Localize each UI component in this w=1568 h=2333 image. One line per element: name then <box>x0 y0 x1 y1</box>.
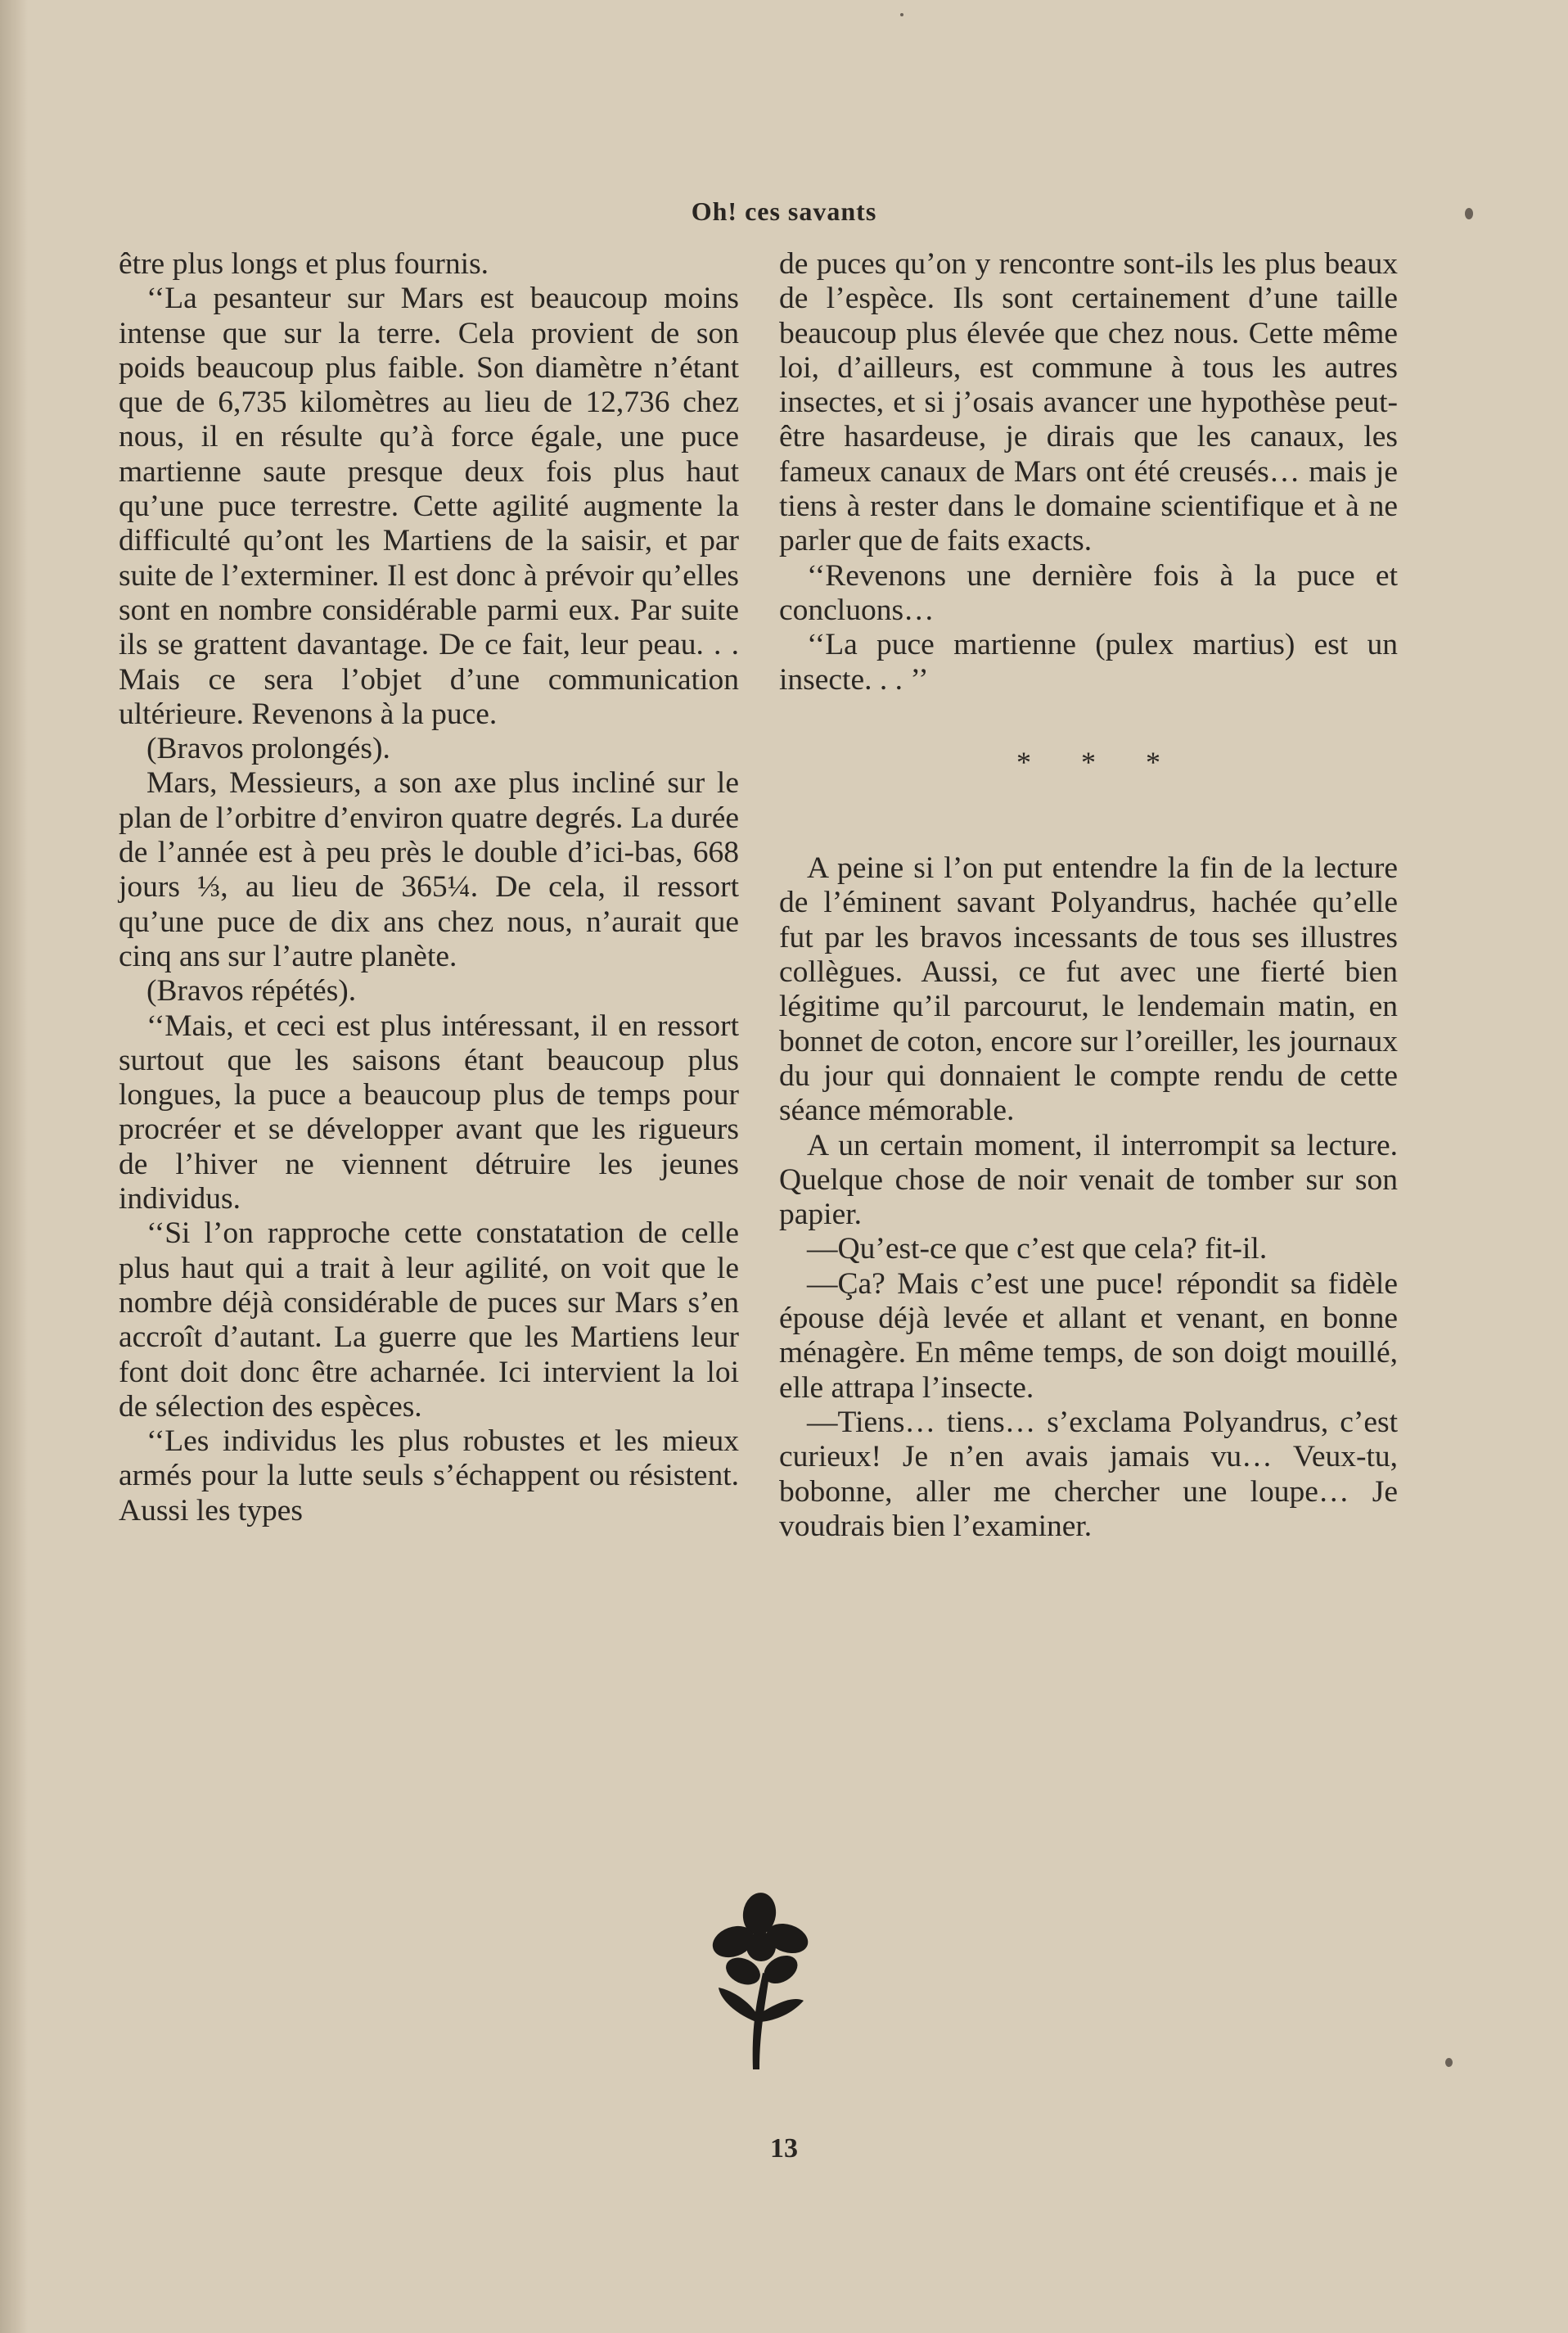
paragraph: (Bravos prolongés). <box>146 732 390 766</box>
paper-speck <box>1445 2058 1453 2067</box>
paragraph: ‘‘La pesanteur sur Mars est beaucoup moins intense que sur la terre. Cela provient de son poids beaucoup plus faible. Son diamètre n’étant que de 6,735 kilomètres au lieu de 12,736 chez nous, il en résulte qu’à force égale, une puce martienne saute presque deux fois plus haut qu’une puce terrestre. Cette agilité augmente la difficulté qu’ont les Martiens de la saisir, et par suite de l’exterminer. Il est donc à prévoir qu’elles sont en nombre considérable parmi eux. Par suite ils se grattent davantage. De ce fait, leur peau. . . Mais ce sera l’objet d’une communication ultérieure. Revenons à la puce. <box>119 282 739 731</box>
paragraph: ‘‘Mais, et ceci est plus intéressant, il en ressort surtout que les saisons étant beaucoup plus longues, la puce a beaucoup plus de temps pour procréer et se développer avant que les rigueurs de l’hiver ne viennent détruire les jeunes individus. <box>119 1009 739 1216</box>
paragraph: Mars, Messieurs, a son axe plus incliné sur le plan de l’orbitre d’environ quatre degrés. La durée de l’année est à peu près le double d’ici-bas, 668 jours ⅓, au lieu de 365¼. De cela, il ressort qu’une puce de dix ans chez nous, n’aurait que cinq ans sur l’autre planète. <box>119 766 740 973</box>
paper-speck <box>900 13 903 16</box>
paragraph: ‘‘Les individus les plus robustes et les mieux armés pour la lutte seuls s’échappent ou résistent. Aussi les types <box>119 1424 739 1528</box>
paragraph: ‘‘La puce martienne (pulex martius) est un insecte. . . ’’ <box>779 628 1398 697</box>
paragraph: —Tiens… tiens… s’exclama Polyandrus, c’est curieux! Je n’en avais jamais vu… Veux-tu, bobonne, aller me chercher une loupe… Je voudrais bien l’examiner. <box>779 1405 1398 1543</box>
flower-ornament-icon <box>702 1891 817 2071</box>
paragraph: A peine si l’on put entendre la fin de la lecture de l’éminent savant Polyandrus, hachée qu’elle fut par les bravos incessants de tous ses illustres collègues. Aussi, ce fut avec une fierté bien légitime qu’il parcourut, le lendemain matin, en bonnet de coton, encore sur l’oreiller, les journaux du jour qui donnaient le compte rendu de cette séance mémorable. <box>779 851 1398 1128</box>
page-binding-edge <box>0 0 28 2333</box>
paragraph: (Bravos répétés). <box>146 974 357 1009</box>
paragraph: ‘‘Revenons une dernière fois à la puce et concluons… <box>779 558 1398 627</box>
right-column <box>779 247 1398 1544</box>
section-separator: * * * <box>1016 745 1182 778</box>
running-header: Oh! ces savants <box>691 196 877 226</box>
paragraph: —Ça? Mais c’est une puce! répondit sa fidèle épouse déjà levée et allant et venant, en bonne ménagère. En même temps, de son doigt mouillé, elle attrapa l’insecte. <box>779 1266 1398 1405</box>
paragraph: être plus longs et plus fournis. <box>119 247 489 281</box>
paper-speck <box>1465 208 1473 219</box>
paragraph: —Qu’est-ce que c’est que cela? fit-il. <box>807 1232 1268 1266</box>
page-number: 13 <box>770 2133 798 2164</box>
paragraph: de puces qu’on y rencontre sont-ils les plus beaux de l’espèce. Ils sont certainement d’une taille beaucoup plus élevée que chez nous. Cette même loi, d’ailleurs, est commune à tous les autres insectes, et si j’osais avancer une hypothèse peut-être hasardeuse, je dirais que les canaux, les fameux canaux de Mars ont été creusés… mais je tiens à rester dans le domaine scientifique et à ne parler que de faits exacts. <box>779 247 1398 558</box>
paragraph: ‘‘Si l’on rapproche cette constatation de celle plus haut qui a trait à leur agilité, on voit que le nombre déjà considérable de puces sur Mars s’en accroît d’autant. La guerre que les Martiens leur font doit donc être acharnée. Ici intervient la loi de sélection des espèces. <box>119 1216 739 1424</box>
left-column <box>119 247 739 1528</box>
paragraph: A un certain moment, il interrompit sa lecture. Quelque chose de noir venait de tomber sur son papier. <box>779 1128 1398 1232</box>
